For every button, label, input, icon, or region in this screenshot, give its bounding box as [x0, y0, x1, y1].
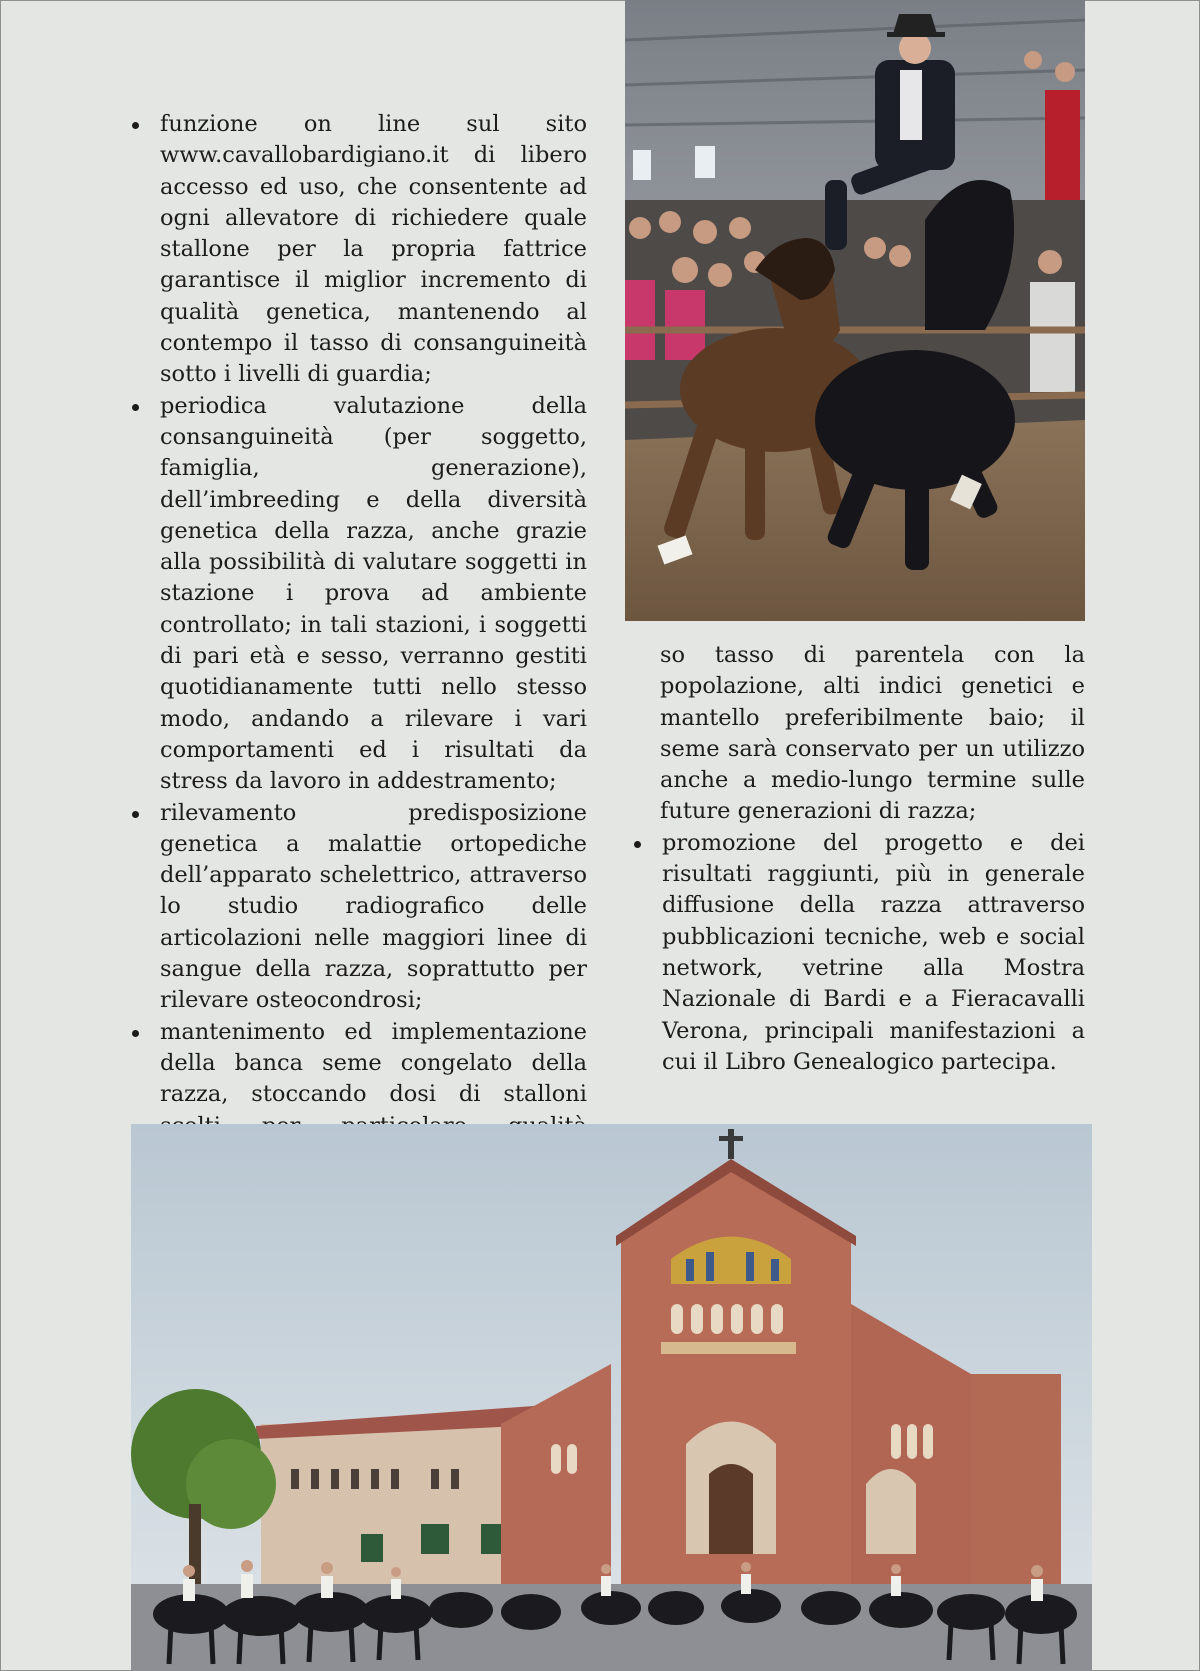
horse-riding-photo	[625, 0, 1085, 621]
bullet-list-left	[128, 109, 587, 1173]
bullet-list-right	[630, 640, 1085, 1078]
left-text-column	[128, 109, 587, 1173]
list-item: periodica valutazione della consanguineità (per soggetto, famiglia, generazione), dell’imbreeding e della diversità genetica della razza, anche grazie alla possibilità di valutare soggetti in stazione i prova ad ambiente controllato; in tali stazioni, i soggetti di pari età e sesso, verranno gestiti quotidianamente tutti nello stesso modo, andando a rilevare i vari comportamenti ed i risultati da stress da lavoro in addestramento;	[128, 391, 587, 798]
list-item: rilevamento predisposizione genetica a malattie ortopediche dell’apparato schelettrico, attraverso lo studio radiografico delle articolazioni nelle maggiori linee di sangue della razza, soprattutto per rilevare osteocondrosi;	[128, 798, 587, 1017]
church-square-photo	[131, 1124, 1092, 1671]
right-text-column	[630, 640, 1085, 1078]
list-item: promozione del progetto e dei risultati raggiunti, più in generale diffusione della razza attraverso pubblicazioni tecniche, web e social network, vetrine alla Mostra Nazionale di Bardi e a Fieracavalli Verona, principali manifestazioni a cui il Libro Genealogico partecipa.	[630, 828, 1085, 1078]
list-item: funzione on line sul sito www.cavallobardigiano.it di libero accesso ed uso, che consentente ad ogni allevatore di richiedere quale stallone per la propria fattrice garantisce il miglior incremento di qualità genetica, mantenendo al contempo il tasso di consanguineità sotto i livelli di guardia;	[128, 109, 587, 391]
list-item-continuation: so tasso di parentela con la popolazione, alti indici genetici e mantello preferibilmente baio; il seme sarà conservato per un utilizzo anche a medio-lungo termine sulle future generazioni di razza;	[660, 642, 1085, 825]
list-item: mantenimento ed implementazione della banca seme congelato della razza, stoccando dosi di stalloni	[128, 1017, 587, 1173]
